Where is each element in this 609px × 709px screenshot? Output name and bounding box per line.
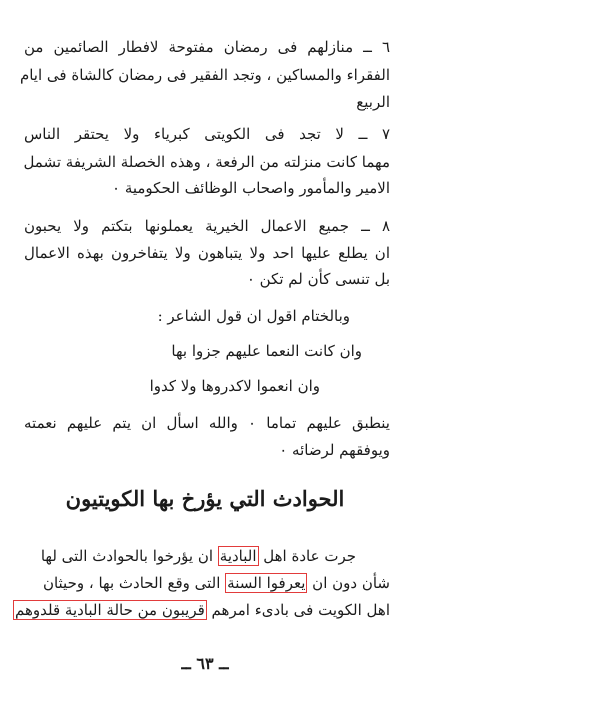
paragraph-8-line-2: ان يطلع عليها احد ولا يتباهون ولا يتفاخرون بهذه الاعمال [24, 244, 390, 262]
highlighted-word-badiya: البادية [219, 547, 257, 565]
paragraph-7-line-3: الامير والمأمور واصحاب الوظائف الحكومية ٠ [112, 179, 390, 197]
section-line-2 [43, 572, 390, 594]
page-number: ــ ٦٣ ــ [181, 654, 229, 673]
paragraph-7-line-2: مهما كانت منزلته من الرفعة ، وهذه الخصلة الشريفة تشمل [23, 153, 390, 171]
closing-line-2: ويوفقهم لرضائه ٠ [279, 441, 390, 459]
poem-line-1: وان كانت النعما عليهم جزوا بها [171, 342, 362, 360]
section-line-2-text-a: شأن دون ان [307, 574, 390, 592]
section-line-1-text-b: ان يؤرخوا بالحوادث التى لها [40, 547, 218, 565]
section-line-1-text-a: جرت عادة اهل [258, 547, 356, 565]
section-line-3-text-a: اهل الكويت فى بادىء امرهم [206, 601, 390, 619]
section-line-2-text-b: التى وقع الحادث بها ، وحيثان [42, 574, 226, 592]
paragraph-7-line-1: ٧ ــ لا تجد فى الكويتى كبرياء ولا يحتقر الناس [24, 125, 390, 143]
closing-line-1: ينطبق عليهم تماما ٠ والله اسأل ان يتم عليهم نعمته [24, 414, 390, 432]
paragraph-6-line-2: الفقراء والمساكين ، وتجد الفقير فى رمضان كالشاة فى ايام [19, 66, 390, 84]
paragraph-8-line-3: بل تنسى كأن لم تكن ٠ [246, 270, 390, 288]
paragraph-6-line-1: ٦ ــ منازلهم فى رمضان مفتوحة لافطار الصائمين من [24, 38, 390, 56]
section-heading: الحوادث التي يؤرخ بها الكويتيون [65, 486, 345, 511]
paragraph-8-line-1: ٨ ــ جميع الاعمال الخيرية يعملونها بتكتم ولا يحبون [24, 217, 390, 235]
section-line-3 [13, 599, 390, 621]
highlighted-phrase-year: يعرفوا السنة [227, 574, 306, 592]
paragraph-6-line-3: الربيع [356, 93, 390, 111]
section-line-1 [41, 545, 356, 567]
poem-line-2: وان انعموا لاكدروها ولا كدوا [149, 377, 320, 395]
highlighted-phrase-imitation: قريبون من حالة البادية قلدوهم [15, 601, 205, 619]
closing-intro: وبالختام اقول ان قول الشاعر : [157, 307, 350, 325]
